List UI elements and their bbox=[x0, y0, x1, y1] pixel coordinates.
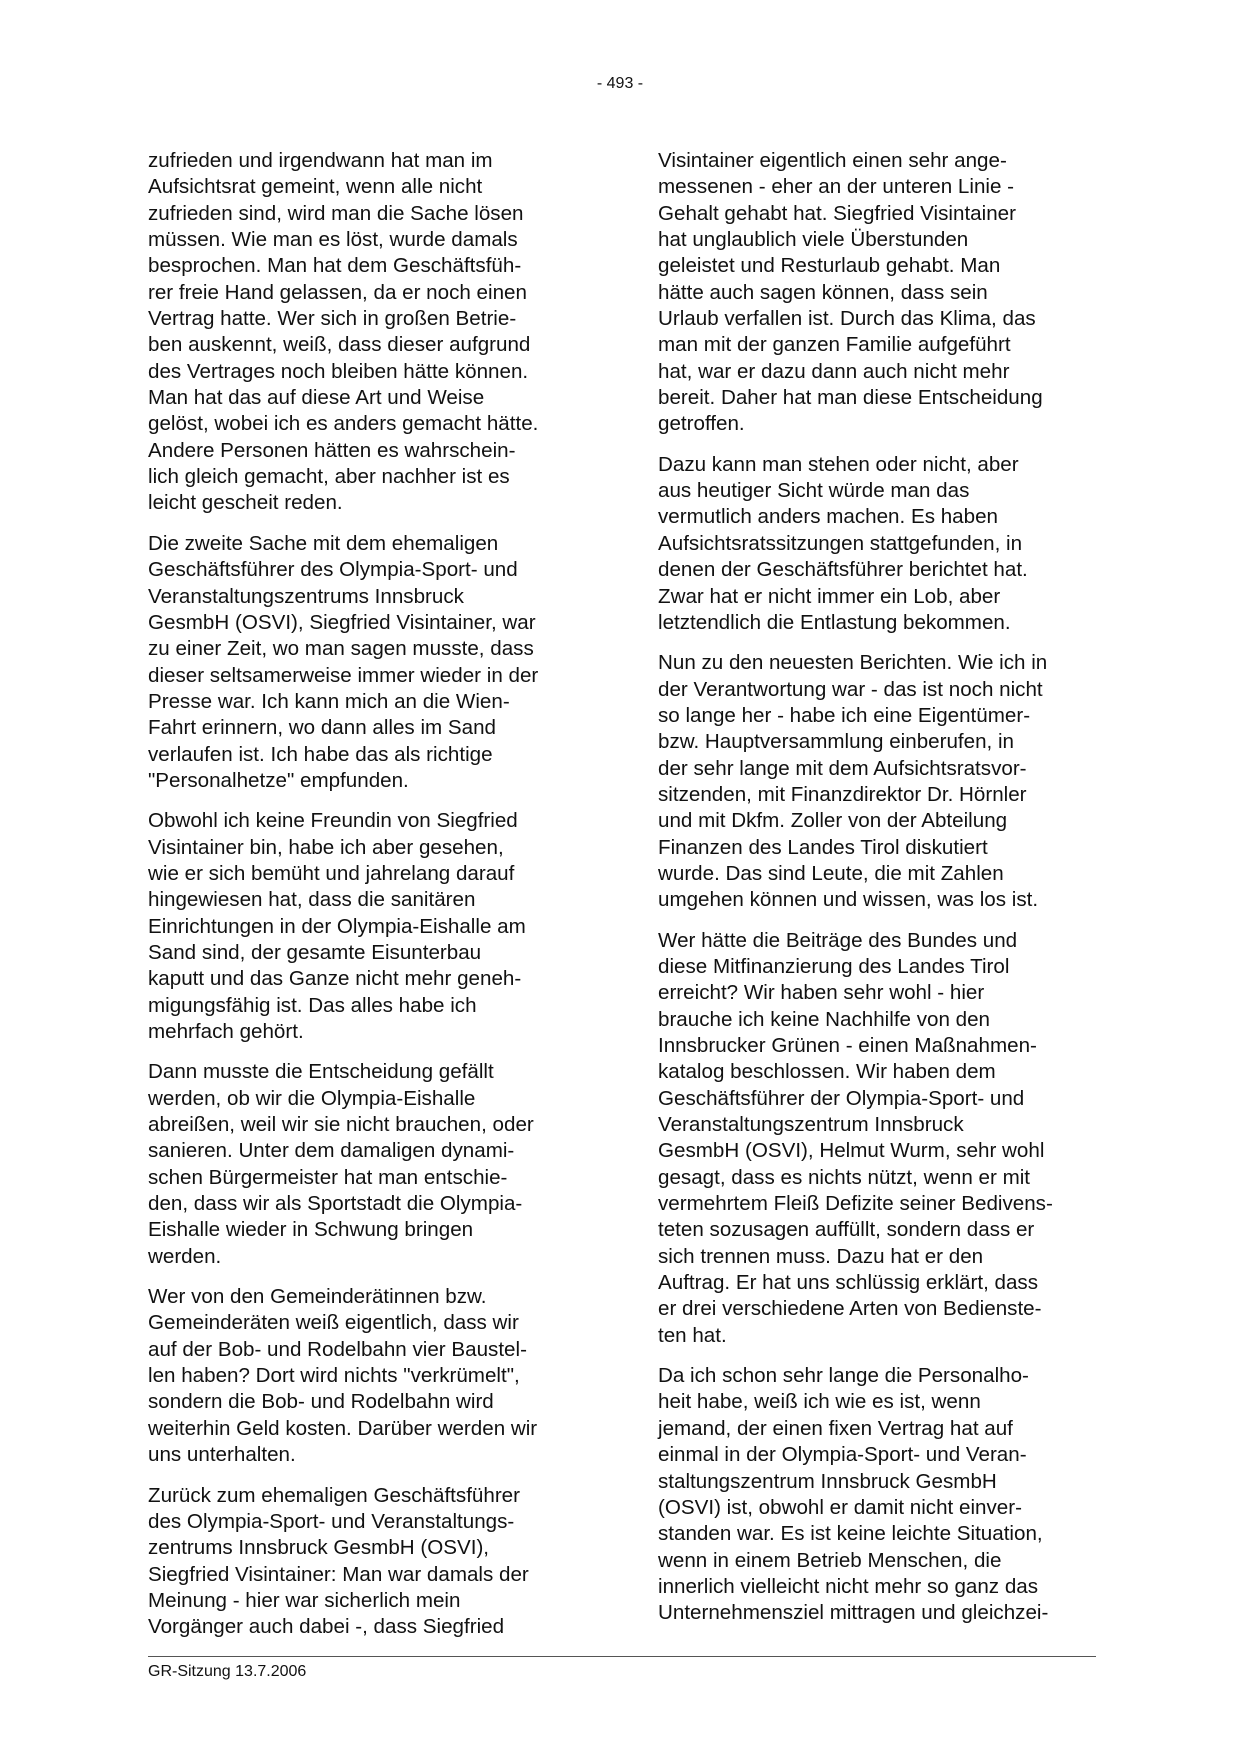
footer-session-label: GR-Sitzung 13.7.2006 bbox=[148, 1663, 307, 1680]
page-number: - 493 - bbox=[596, 75, 644, 92]
paragraph: Nun zu den neuesten Berichten. Wie ich in der Verantwortung war - das ist noch nicht so lange her - habe ich eine Eigentümer- bzw. Hauptversammlung einberufen, in der sehr lange mit dem Aufsichtsratsvor- sitzenden, mit Finanzdirektor Dr. Hörnler und mit Dkfm. Zoller von der Abteilung Finanzen des Landes Tirol diskutiert wurde. Das sind Leute, die mit Zahlen umgehen können und wissen, was los ist. bbox=[658, 651, 1048, 912]
paragraph: Die zweite Sache mit dem ehemaligen Geschäftsführer des Olympia-Sport- und Veranstaltungszentrums Innsbruck GesmbH (OSVI), Siegfried Visintainer, war zu einer Zeit, wo man sagen musste, dass dieser seltsamerweise immer wieder in der Presse war. Ich kann mich an die Wien- Fahrt erinnern, wo dann alles im Sand verlaufen ist. Ich habe das als richtige "Personalhetze" empfunden. bbox=[148, 531, 539, 792]
paragraph: Zurück zum ehemaligen Geschäftsführer des Olympia-Sport- und Veranstaltungs- zentrums Innsbruck GesmbH (OSVI), Siegfried Visintainer: Man war damals der Meinung - hier war sicherlich mein Vorgänger auch dabei -, dass Siegfried bbox=[148, 1483, 529, 1639]
right-column bbox=[658, 148, 1100, 1641]
left-column bbox=[148, 148, 590, 1655]
paragraph: Dann musste die Entscheidung gefällt werden, ob wir die Olympia-Eishalle abreißen, weil wir sie nicht brauchen, oder sanieren. Unter dem damaligen dynami- schen Bürgermeister hat man entschie- den, dass wir als Sportstadt die Olympia- Eishalle wieder in Schwung bringen werden. bbox=[148, 1060, 534, 1268]
paragraph: Obwohl ich keine Freundin von Siegfried Visintainer bin, habe ich aber gesehen, wie er sich bemüht und jahrelang darauf hingewiesen hat, dass die sanitären Einrichtungen in der Olympia-Eishalle am Sand sind, der gesamte Eisunterbau kaputt und das Ganze nicht mehr geneh- migungsfähig ist. Das alles habe ich mehrfach gehört. bbox=[148, 809, 526, 1043]
paragraph: Wer hätte die Beiträge des Bundes und diese Mitfinanzierung des Landes Tirol erreicht? Wir haben sehr wohl - hier brauche ich keine Nachhilfe von den Innsbrucker Grünen - einen Maßnahmen- katalog beschlossen. Wir haben dem Geschäftsführer der Olympia-Sport- und Veranstaltungszentrum Innsbruck GesmbH (OSVI), Helmut Wurm, sehr wohl gesagt, dass es nichts nützt, wenn er mit vermehrtem Fleiß Defizite seiner Bedivens- teten sozusagen auffüllt, sondern dass er sich trennen muss. Dazu hat er den Auftrag. Er hat uns schlüssig erklärt, dass er drei verschiedene Arten von Bedienste- ten hat. bbox=[658, 928, 1053, 1347]
paragraph: Dazu kann man stehen oder nicht, aber aus heutiger Sicht würde man das vermutlich anders machen. Es haben Aufsichtsratssitzungen stattgefunden, in denen der Geschäftsführer berichtet hat. Zwar hat er nicht immer ein Lob, aber letztendlich die Entlastung bekommen. bbox=[658, 452, 1028, 634]
paragraph: Visintainer eigentlich einen sehr ange- messenen - eher an der unteren Linie - Gehalt gehabt hat. Siegfried Visintainer hat unglaublich viele Überstunden geleistet und Resturlaub gehabt. Man hätte auch sagen können, dass sein Urlaub verfallen ist. Durch das Klima, das man mit der ganzen Familie aufgeführt hat, war er dazu dann auch nicht mehr bereit. Daher hat man diese Entscheidung getroffen. bbox=[658, 149, 1043, 436]
paragraph: Wer von den Gemeinderätinnen bzw. Gemeinderäten weiß eigentlich, dass wir auf der Bob- und Rodelbahn vier Baustel- len haben? Dort wird nichts "verkrümelt", sondern die Bob- und Rodelbahn wird weiterhin Geld kosten. Darüber werden wir uns unterhalten. bbox=[148, 1285, 538, 1467]
footer-divider bbox=[148, 1656, 1096, 1657]
paragraph: Da ich schon sehr lange die Personalho- heit habe, weiß ich wie es ist, wenn jemand, der einen fixen Vertrag hat auf einmal in der Olympia-Sport- und Veran- staltungszentrum Innsbruck GesmbH (OSVI) ist, obwohl er damit nicht einver- standen war. Es ist keine leichte Situation, wenn in einem Betrieb Menschen, die innerlich vielleicht nicht mehr so ganz das Unternehmensziel mittragen und gleichzei- bbox=[658, 1364, 1049, 1625]
paragraph: zufrieden und irgendwann hat man im Aufsichtsrat gemeint, wenn alle nicht zufrieden sind, wird man die Sache lösen müssen. Wie man es löst, wurde damals besprochen. Man hat dem Geschäftsfüh- rer freie Hand gelassen, da er noch einen Vertrag hatte. Wer sich in großen Betrie- ben auskennt, weiß, dass dieser aufgrund des Vertrages noch bleiben hätte können. Man hat das auf diese Art und Weise gelöst, wobei ich es anders gemacht hätte. Andere Personen hätten es wahrschein- lich gleich gemacht, aber nachher ist es leicht gescheit reden. bbox=[148, 149, 539, 515]
